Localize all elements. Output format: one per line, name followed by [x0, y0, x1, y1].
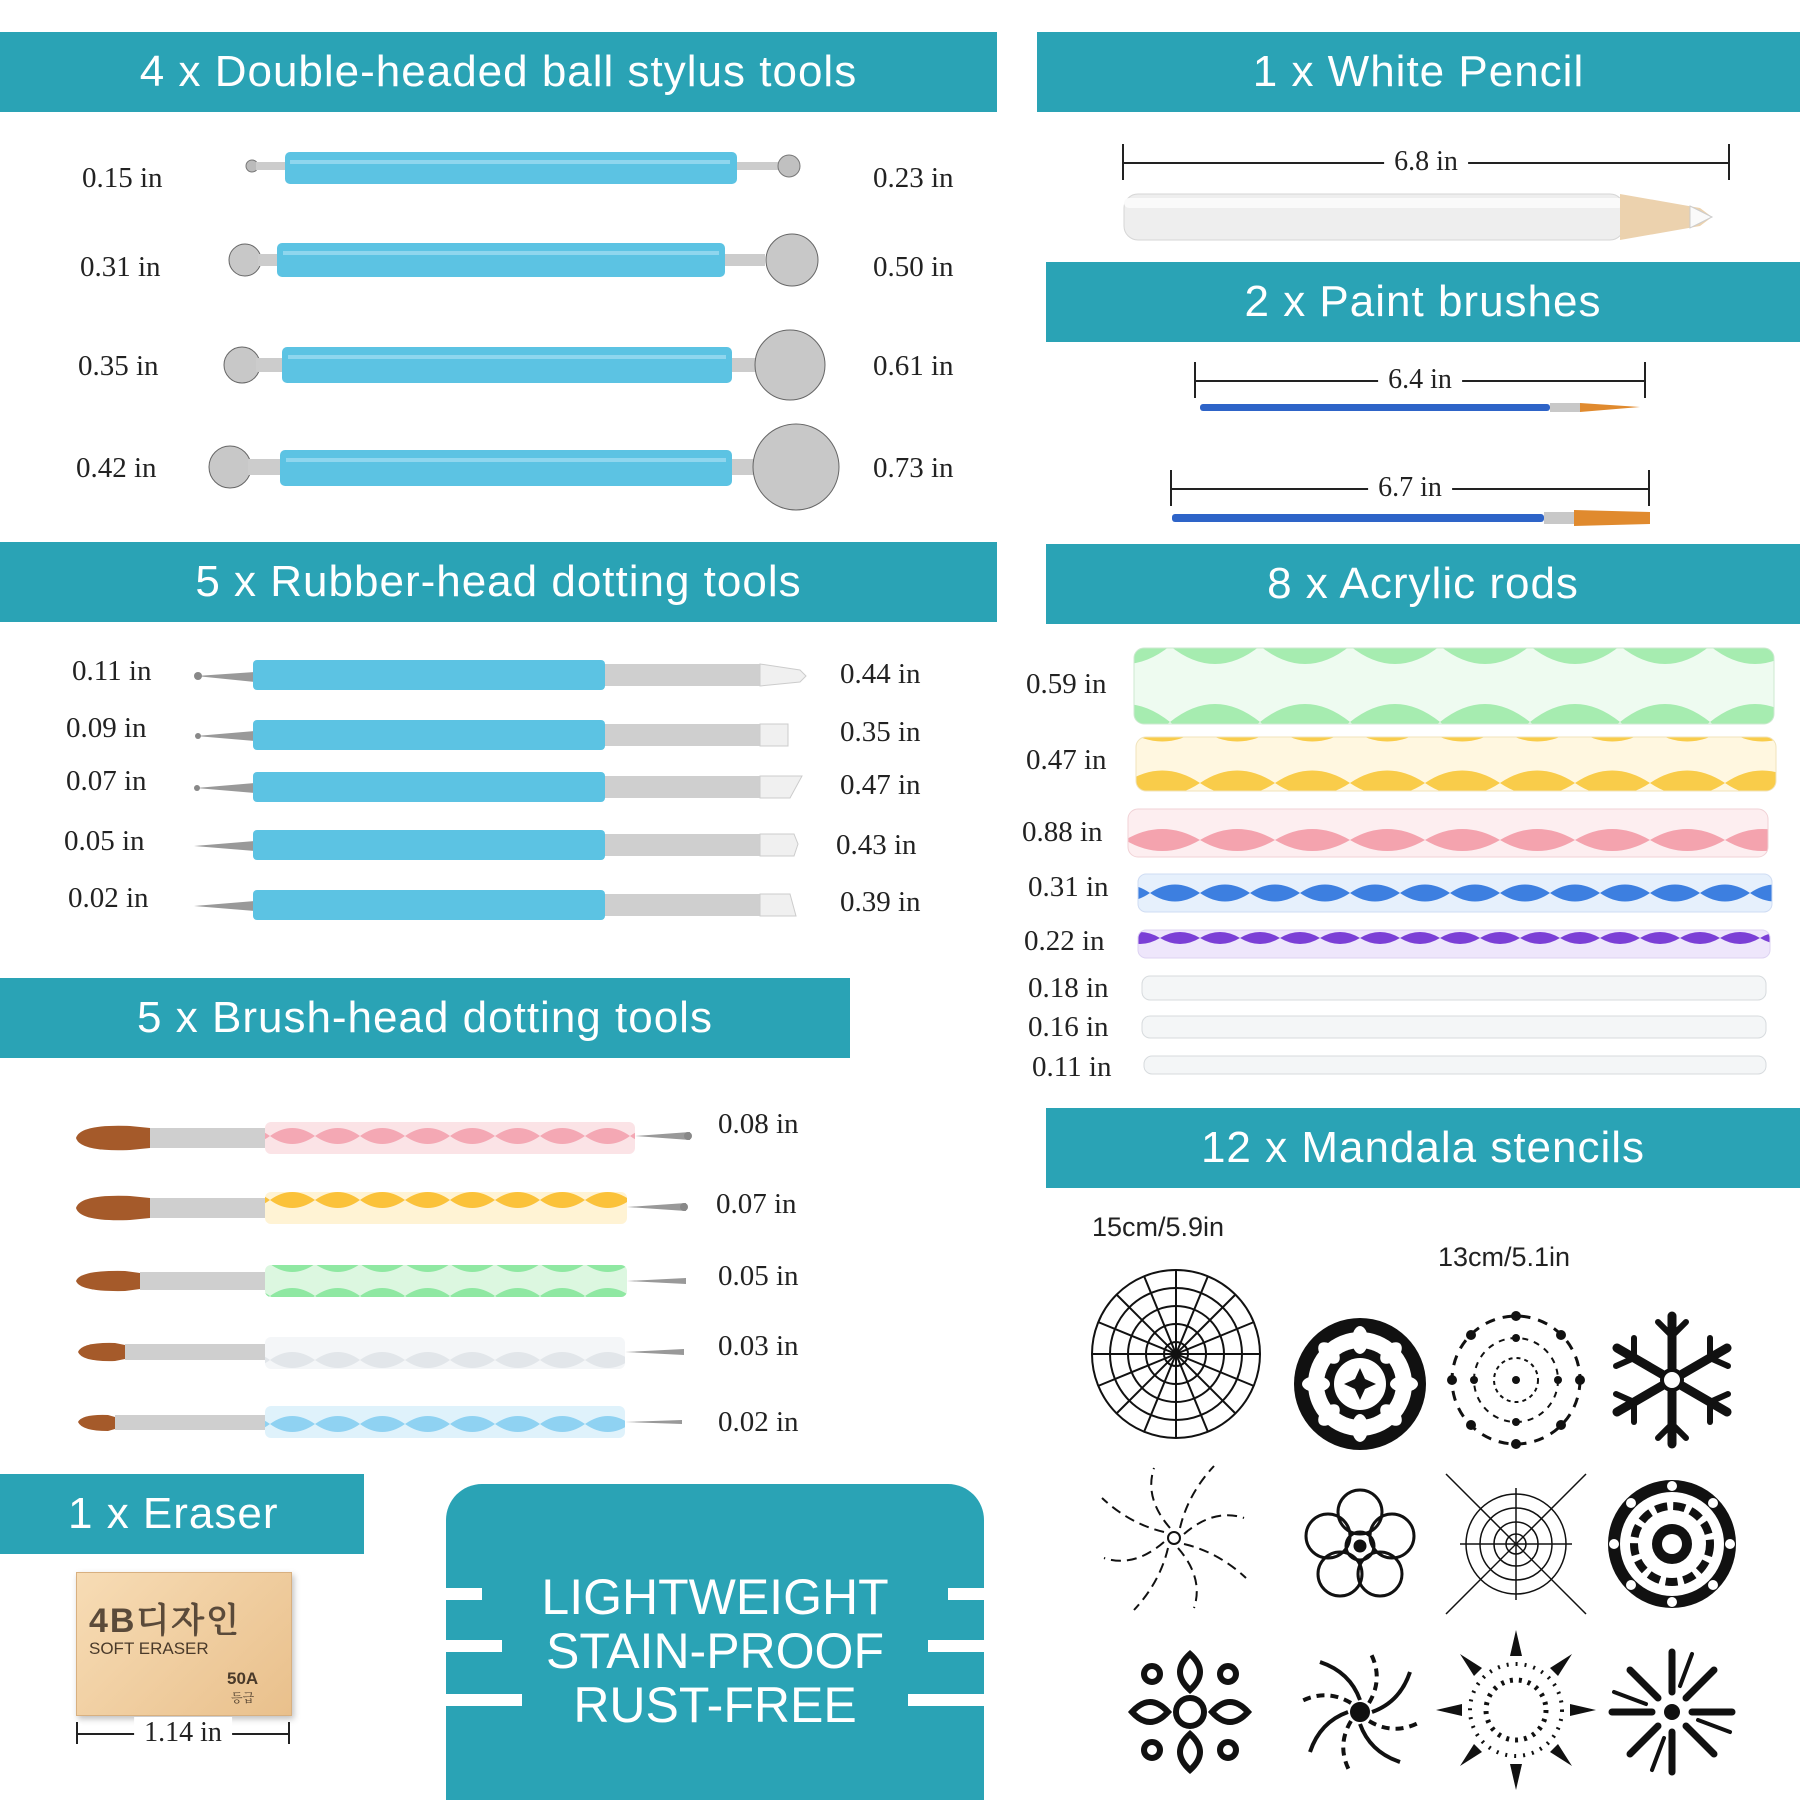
stencils-section-title: 12 x Mandala stencils — [1046, 1108, 1800, 1188]
mandala-stencil-3 — [1447, 1311, 1585, 1449]
features-badge — [446, 1484, 984, 1800]
brush-right-label-3: 0.05 in — [718, 1260, 799, 1292]
brush-section-title: 5 x Brush-head dotting tools — [0, 978, 850, 1058]
rod-label-5: 0.22 in — [1024, 925, 1105, 957]
stencil-size-small: 13cm/5.1in — [1438, 1242, 1571, 1272]
pencil-size: 6.8 in — [1384, 146, 1468, 178]
paintbrush-2-size: 6.7 in — [1368, 472, 1452, 504]
acrylic-rod-3 — [1128, 809, 1768, 857]
acrylic-rod-6 — [1142, 976, 1766, 1000]
stylus-section-title: 4 x Double-headed ball stylus tools — [0, 32, 997, 112]
rod-label-7: 0.16 in — [1028, 1011, 1109, 1043]
rod-label-6: 0.18 in — [1028, 972, 1109, 1004]
stylus-left-label-1: 0.15 in — [82, 162, 163, 194]
rubber-left-label-2: 0.09 in — [66, 712, 147, 744]
acrylic-rod-4 — [1138, 874, 1772, 912]
brush-right-label-5: 0.02 in — [718, 1406, 799, 1438]
rubber-tool-4 — [194, 830, 798, 860]
paintbrush-1-size: 6.4 in — [1378, 364, 1462, 396]
eraser-type: SOFT ERASER — [89, 1639, 209, 1658]
rod-label-3: 0.88 in — [1022, 816, 1103, 848]
pencil-dimension — [1122, 144, 1730, 180]
rubber-tool-5 — [194, 890, 796, 920]
rubber-tool-3 — [194, 772, 802, 802]
eraser-brand: 4B디자인 — [89, 1602, 241, 1640]
stylus-tool-4 — [209, 424, 839, 510]
mandala-stencil-5 — [1102, 1466, 1246, 1610]
feature-stain-proof: STAIN-PROOF — [546, 1623, 884, 1679]
rubber-right-label-3: 0.47 in — [840, 769, 921, 801]
rubber-right-label-1: 0.44 in — [840, 658, 921, 690]
rubber-left-label-1: 0.11 in — [72, 655, 152, 687]
stylus-right-label-3: 0.61 in — [873, 350, 954, 382]
mandala-stencil-8 — [1608, 1480, 1736, 1608]
mandala-stencil-7 — [1446, 1474, 1586, 1614]
rubber-right-label-2: 0.35 in — [840, 716, 921, 748]
rod-label-8: 0.11 in — [1032, 1051, 1112, 1083]
mandala-stencil-4 — [1616, 1316, 1728, 1444]
acrylic-rod-2 — [1136, 737, 1776, 791]
rubber-section-title: 5 x Rubber-head dotting tools — [0, 542, 997, 622]
stylus-tool-3 — [224, 330, 825, 400]
eraser-dimension — [76, 1717, 290, 1748]
acrylic-rod-5 — [1138, 930, 1770, 958]
brush-right-label-2: 0.07 in — [716, 1188, 797, 1220]
brush-tool-3 — [76, 1265, 686, 1297]
acrylic-rod-7 — [1142, 1016, 1766, 1038]
acrylic-rod-8 — [1144, 1056, 1766, 1074]
paintbrush-1-dimension — [1194, 362, 1646, 398]
rubber-tool-2 — [195, 720, 788, 750]
stylus-right-label-2: 0.50 in — [873, 251, 954, 283]
stylus-tool-1 — [246, 152, 800, 184]
mandala-stencil-11 — [1436, 1630, 1596, 1790]
eraser — [76, 1572, 292, 1716]
stylus-tool-2 — [229, 234, 818, 286]
eraser-section-title: 1 x Eraser — [0, 1474, 364, 1554]
stencil-size-large: 15cm/5.9in — [1092, 1212, 1225, 1242]
stylus-left-label-3: 0.35 in — [78, 350, 159, 382]
eraser-size: 1.14 in — [134, 1717, 232, 1749]
eraser-code: 등급 — [231, 1691, 255, 1705]
mandala-stencil-2 — [1294, 1318, 1426, 1450]
mandala-stencil-10 — [1300, 1652, 1420, 1772]
rubber-left-label-5: 0.02 in — [68, 882, 149, 914]
pencil-section-title: 1 x White Pencil — [1037, 32, 1800, 112]
brush-tool-5 — [78, 1406, 682, 1438]
brush-tool-2 — [76, 1192, 688, 1224]
stylus-left-label-2: 0.31 in — [80, 251, 161, 283]
brush-tool-4 — [78, 1337, 684, 1369]
stylus-right-label-1: 0.23 in — [873, 162, 954, 194]
feature-rust-free: RUST-FREE — [573, 1677, 857, 1733]
rubber-left-label-4: 0.05 in — [64, 825, 145, 857]
mandala-stencil-9 — [1132, 1654, 1248, 1770]
rod-label-1: 0.59 in — [1026, 668, 1107, 700]
rubber-tool-1 — [194, 660, 806, 690]
acrylic-rod-1 — [1134, 648, 1774, 724]
mandala-stencil-6 — [1306, 1490, 1414, 1596]
feature-lightweight: LIGHTWEIGHT — [541, 1569, 889, 1625]
mandala-stencil-1 — [1092, 1270, 1260, 1438]
mandala-stencils — [0, 0, 1, 1]
brush-tool-1 — [76, 1122, 692, 1154]
rubber-right-label-4: 0.43 in — [836, 829, 917, 861]
rubber-right-label-5: 0.39 in — [840, 886, 921, 918]
stylus-right-label-4: 0.73 in — [873, 452, 954, 484]
rod-label-4: 0.31 in — [1028, 871, 1109, 903]
brush-right-label-1: 0.08 in — [718, 1108, 799, 1140]
eraser-grade: 50A — [227, 1669, 259, 1688]
rods-section-title: 8 x Acrylic rods — [1046, 544, 1800, 624]
stylus-left-label-4: 0.42 in — [76, 452, 157, 484]
brush-right-label-4: 0.03 in — [718, 1330, 799, 1362]
paintbrushes-section-title: 2 x Paint brushes — [1046, 262, 1800, 342]
mandala-stencil-12 — [1612, 1652, 1732, 1772]
rod-label-2: 0.47 in — [1026, 744, 1107, 776]
rubber-left-label-3: 0.07 in — [66, 765, 147, 797]
paintbrush-2-dimension — [1170, 470, 1650, 506]
